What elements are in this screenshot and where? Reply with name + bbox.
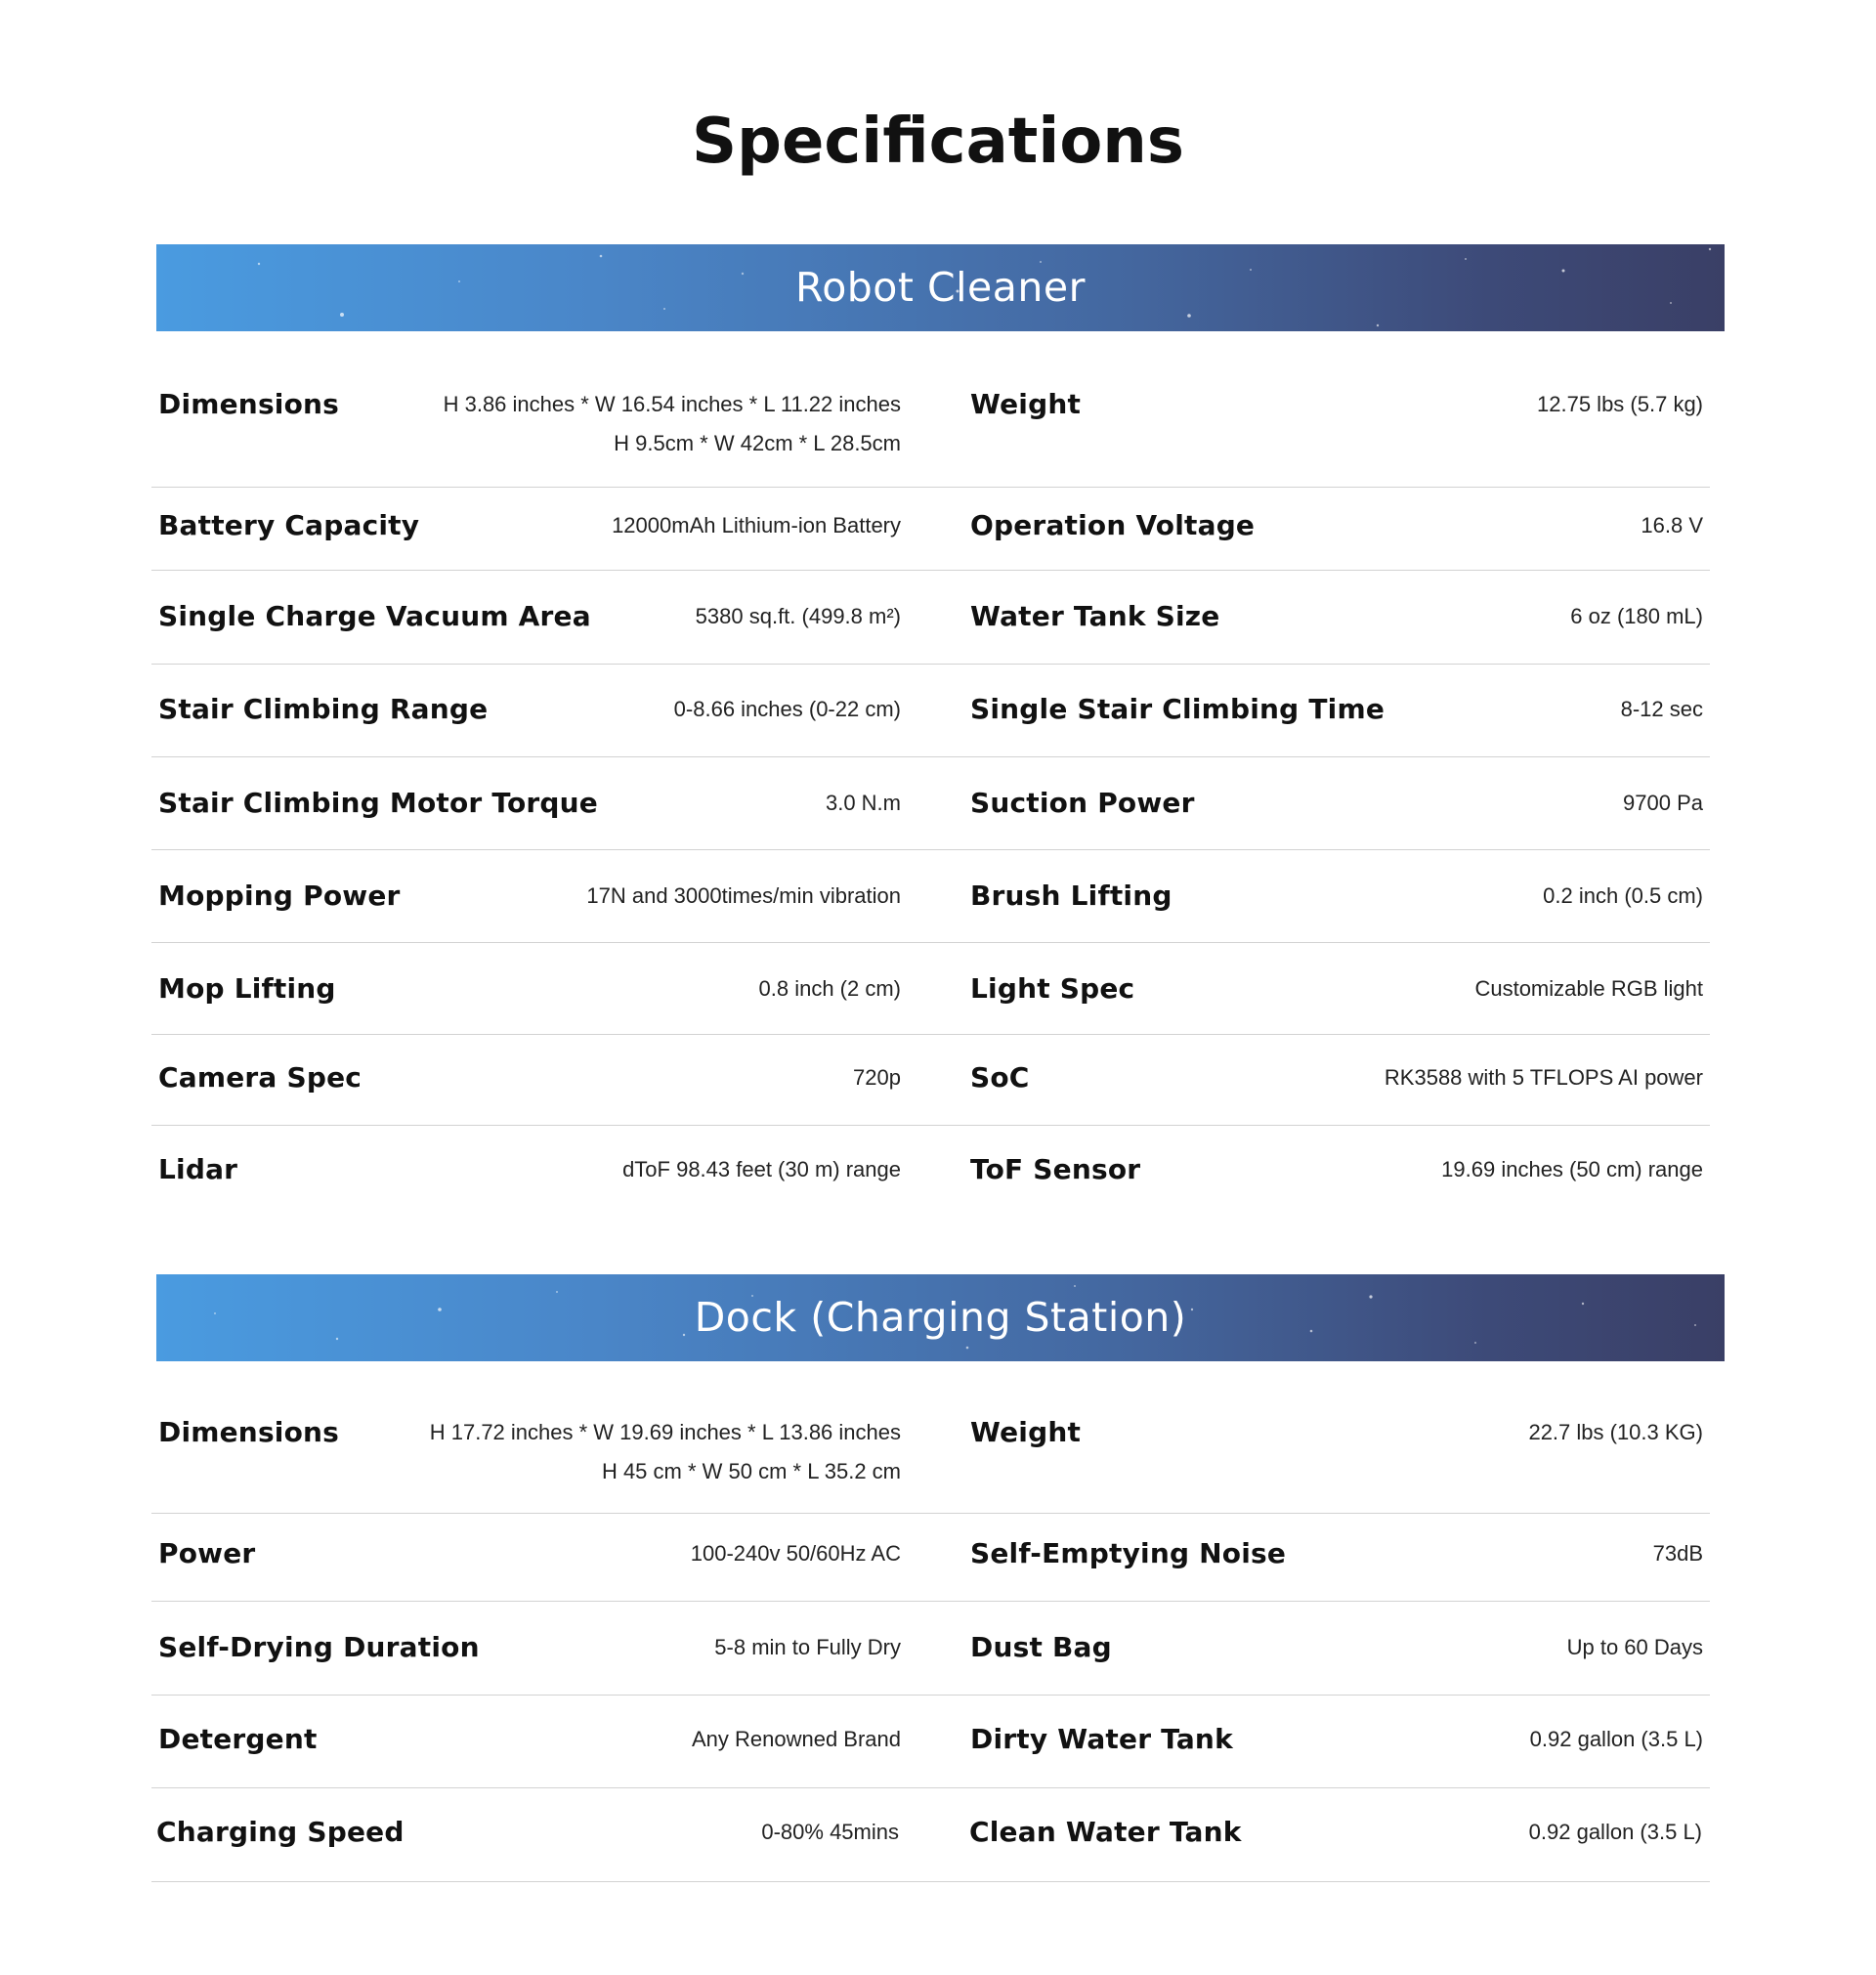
spec-value: 0.8 inch (2 cm) [758, 976, 901, 1001]
spec-label: Self-Emptying Noise [970, 1537, 1287, 1569]
spec-row [151, 850, 1710, 943]
spec-value: 19.69 inches (50 cm) range [1441, 1157, 1703, 1181]
spec-cell [158, 850, 901, 942]
spec-label: Operation Voltage [970, 509, 1256, 541]
spec-table-robot-cleaner [151, 332, 1710, 1218]
spec-value: 73dB [1652, 1541, 1703, 1566]
spec-label: Mop Lifting [158, 972, 336, 1005]
spec-cell [158, 1035, 901, 1125]
spec-cell [158, 665, 901, 756]
spec-value: 0.92 gallon (3.5 L) [1529, 1727, 1703, 1751]
spec-label: Dirty Water Tank [970, 1723, 1233, 1755]
spec-value: 9700 Pa [1623, 791, 1703, 815]
spec-label: Suction Power [970, 787, 1195, 819]
spec-row [151, 1602, 1710, 1696]
spec-cell [156, 1788, 899, 1881]
spec-value: dToF 98.43 feet (30 m) range [622, 1157, 901, 1181]
spec-label: Power [158, 1537, 256, 1569]
spec-label: Stair Climbing Motor Torque [158, 787, 598, 819]
spec-cell [970, 665, 1703, 756]
spec-label: Charging Speed [156, 1816, 405, 1848]
spec-label: Mopping Power [158, 880, 401, 912]
spec-value: 12.75 lbs (5.7 kg) [1537, 392, 1703, 416]
spec-cell [970, 1035, 1703, 1125]
spec-label: Weight [970, 1416, 1082, 1448]
spec-label: Battery Capacity [158, 509, 420, 541]
spec-value: 5380 sq.ft. (499.8 m²) [695, 604, 901, 628]
spec-value-line: H 9.5cm * W 42cm * L 28.5cm [614, 431, 901, 455]
spec-value: RK3588 with 5 TFLOPS AI power [1384, 1065, 1703, 1090]
spec-value: 0-8.66 inches (0-22 cm) [673, 697, 901, 721]
spec-value [430, 1413, 901, 1491]
spec-value: 0-80% 45mins [761, 1820, 899, 1844]
spec-cell [970, 1602, 1703, 1695]
spec-cell [970, 850, 1703, 942]
spec-label: Single Stair Climbing Time [970, 693, 1386, 725]
section-banner-dock [156, 1274, 1725, 1361]
spec-row [151, 1514, 1710, 1602]
page-title: Specifications [692, 106, 1184, 178]
spec-label: ToF Sensor [970, 1153, 1141, 1185]
spec-cell [158, 1126, 901, 1218]
spec-row [151, 1035, 1710, 1126]
spec-value: 16.8 V [1641, 513, 1703, 537]
spec-row [151, 665, 1710, 757]
spec-label: Self-Drying Duration [158, 1631, 480, 1663]
spec-label: Dust Bag [970, 1631, 1112, 1663]
spec-cell [158, 488, 901, 570]
spec-label: Camera Spec [158, 1061, 362, 1094]
spec-label: Dimensions [158, 388, 340, 420]
spec-value: 720p [853, 1065, 901, 1090]
spec-value: 8-12 sec [1620, 697, 1703, 721]
spec-cell [158, 332, 901, 487]
spec-value: 6 oz (180 mL) [1570, 604, 1703, 628]
section-title: Dock (Charging Station) [694, 1294, 1187, 1341]
spec-row [151, 1696, 1710, 1788]
spec-cell [158, 757, 901, 849]
spec-cell [158, 1362, 901, 1513]
spec-value-line: H 3.86 inches * W 16.54 inches * L 11.22 inches [443, 392, 901, 416]
spec-table-dock [151, 1362, 1710, 1882]
spec-value: Any Renowned Brand [691, 1727, 901, 1751]
spec-value: 3.0 N.m [825, 791, 901, 815]
spec-row [151, 1362, 1710, 1514]
spec-label: Weight [970, 388, 1082, 420]
spec-label: SoC [970, 1061, 1030, 1094]
spec-cell [970, 943, 1703, 1034]
spec-label: Lidar [158, 1153, 238, 1185]
section-banner-robot-cleaner [156, 244, 1725, 331]
spec-value: 100-240v 50/60Hz AC [690, 1541, 901, 1566]
spec-cell [158, 1602, 901, 1695]
spec-value: 0.2 inch (0.5 cm) [1543, 883, 1703, 908]
spec-cell [970, 571, 1703, 664]
spec-cell [970, 757, 1703, 849]
spec-value: 12000mAh Lithium-ion Battery [612, 513, 901, 537]
spec-row [151, 571, 1710, 665]
spec-cell [970, 332, 1703, 487]
spec-cell [158, 1696, 901, 1787]
spec-value: 22.7 lbs (10.3 KG) [1528, 1420, 1703, 1444]
spec-value-line: H 17.72 inches * W 19.69 inches * L 13.86 inches [429, 1420, 901, 1444]
spec-row [151, 332, 1710, 488]
spec-label: Single Charge Vacuum Area [158, 600, 591, 632]
spec-cell [970, 1362, 1703, 1513]
spec-label: Clean Water Tank [969, 1816, 1242, 1848]
spec-cell [158, 571, 901, 664]
spec-row [151, 757, 1710, 850]
spec-value: Customizable RGB light [1474, 976, 1703, 1001]
spec-cell [158, 1514, 901, 1601]
spec-cell [158, 943, 901, 1034]
section-title: Robot Cleaner [795, 264, 1086, 311]
spec-value: 0.92 gallon (3.5 L) [1528, 1820, 1702, 1844]
spec-value-line: H 45 cm * W 50 cm * L 35.2 cm [601, 1459, 901, 1483]
spec-value: Up to 60 Days [1566, 1635, 1703, 1659]
spec-row [151, 943, 1710, 1035]
spec-cell [970, 488, 1703, 570]
spec-label: Light Spec [970, 972, 1135, 1005]
spec-value: 17N and 3000times/min vibration [586, 883, 901, 908]
spec-cell [970, 1126, 1703, 1218]
spec-label: Detergent [158, 1723, 318, 1755]
spec-cell [969, 1788, 1702, 1881]
spec-label: Brush Lifting [970, 880, 1172, 912]
spec-row [151, 1788, 1710, 1882]
spec-label: Dimensions [158, 1416, 340, 1448]
spec-value: 5-8 min to Fully Dry [714, 1635, 901, 1659]
spec-label: Stair Climbing Range [158, 693, 489, 725]
spec-row [151, 488, 1710, 571]
spec-label: Water Tank Size [970, 600, 1220, 632]
spec-value [444, 385, 901, 463]
spec-cell [970, 1696, 1703, 1787]
spec-row [151, 1126, 1710, 1218]
spec-cell [970, 1514, 1703, 1601]
